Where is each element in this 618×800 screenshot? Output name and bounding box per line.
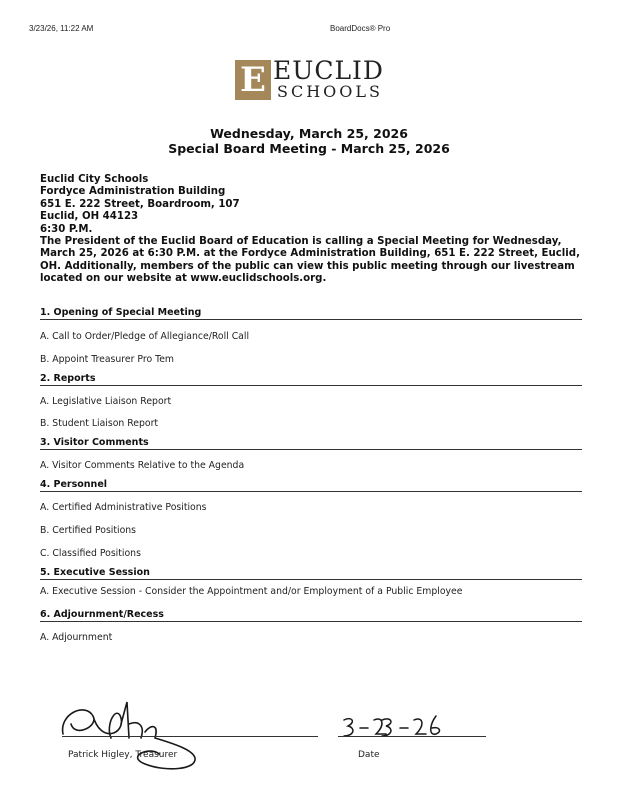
agenda-heading: 5. Executive Session (40, 567, 582, 580)
print-datetime: 3/23/26, 11:22 AM (29, 24, 94, 33)
date-label: Date (358, 750, 380, 760)
info-org: Euclid City Schools (40, 174, 149, 185)
meeting-name-title: Special Board Meeting - March 25, 2026 (168, 141, 450, 156)
euclid-schools-logo (235, 58, 385, 104)
agenda-item: A. Legislative Liaison Report (40, 396, 172, 407)
meeting-info (40, 174, 585, 286)
agenda-heading: 1. Opening of Special Meeting (40, 307, 582, 320)
agenda-heading: 3. Visitor Comments (40, 437, 582, 450)
agenda-item: A. Call to Order/Pledge of Allegiance/Roll Call (40, 331, 250, 342)
handwritten-date (338, 712, 458, 742)
logo-word-schools: SCHOOLS (277, 82, 383, 101)
treasurer-signature (55, 694, 205, 774)
info-building: Fordyce Administration Building (40, 186, 226, 198)
date-line (338, 736, 486, 737)
print-app-name: BoardDocs® Pro (330, 24, 391, 33)
agenda-heading: 4. Personnel (40, 479, 582, 492)
agenda-item: A. Certified Administrative Positions (40, 502, 207, 513)
signature-line (62, 736, 318, 737)
agenda-heading: 2. Reports (40, 373, 582, 386)
signer-name: Patrick Higley, Treasurer (68, 750, 178, 760)
agenda-item: A. Visitor Comments Relative to the Agenda (40, 460, 245, 471)
agenda-item: B. Certified Positions (40, 525, 137, 536)
agenda-item: B. Student Liaison Report (40, 418, 159, 429)
logo-letter: E (235, 60, 271, 100)
agenda-item: A. Adjournment (40, 632, 113, 643)
agenda-item: B. Appoint Treasurer Pro Tem (40, 354, 174, 365)
info-notice: The President of the Euclid Board of Education is calling a Special Meeting for Wednesday, March 25, 2026 at 6:30 P.M. at the Fordyce Administration Building, 651 E. 222 Street, Euclid, OH. Additionally, members of the public can view this public meeting through our livestream located on our website at www.euclidschools.org. (40, 236, 580, 285)
info-street: 651 E. 222 Street, Boardroom, 107 (40, 198, 240, 210)
info-time: 6:30 P.M. (40, 223, 93, 235)
agenda-heading: 6. Adjournment/Recess (40, 609, 582, 622)
meeting-date-title: Wednesday, March 25, 2026 (210, 126, 408, 141)
agenda-item: C. Classified Positions (40, 548, 141, 559)
agenda-item: A. Executive Session - Consider the Appointment and/or Employment of a Public Employee (40, 586, 463, 597)
logo-word-euclid: EUCLID (273, 56, 384, 85)
info-city: Euclid, OH 44123 (40, 211, 139, 223)
